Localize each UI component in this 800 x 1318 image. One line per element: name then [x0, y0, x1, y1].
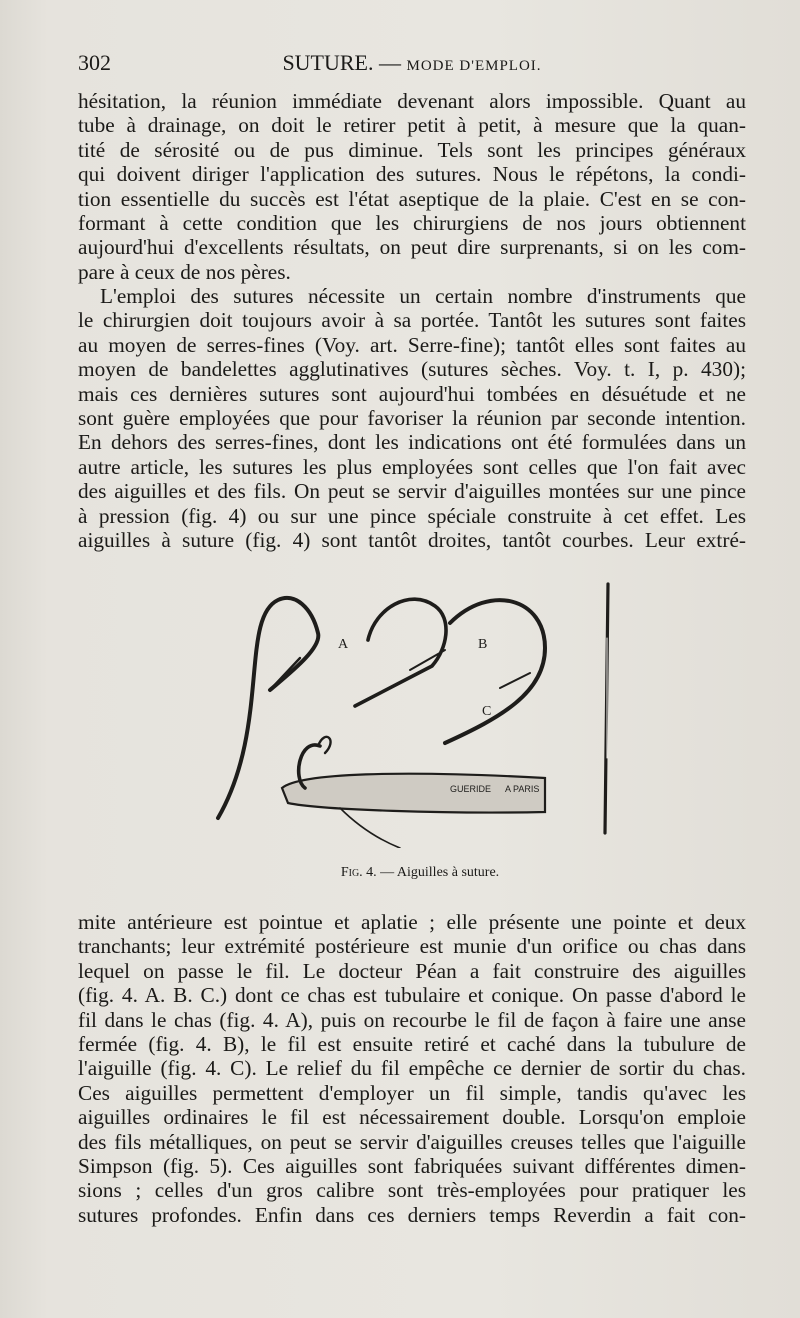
paragraph-2: [78, 284, 746, 552]
paragraph-3: [78, 910, 746, 1227]
text-line: qui doivent diriger l'application des sutures. Nous le répétons, la condi-: [78, 162, 746, 187]
text-line: des aiguilles et des fils. On peut se servir d'aiguilles montées sur une pince: [78, 479, 746, 504]
text-line: aiguilles à suture (fig. 4) sont tantôt droites, tantôt courbes. Leur extré-: [78, 528, 746, 553]
text-line: fil dans le chas (fig. 4. A), puis on recourbe le fil de façon à faire une anse: [78, 1007, 746, 1032]
figure-label-b: B: [478, 637, 488, 652]
text-line: L'emploi des sutures nécessite un certain nombre d'instruments que: [100, 284, 746, 308]
text-line: En dehors des serres-fines, dont les indications ont été formulées dans un: [78, 430, 746, 455]
text-line: lequel on passe le fil. Le docteur Péan a fait construire des aiguilles: [78, 958, 746, 983]
text-line: hésitation, la réunion immédiate devenant alors impossible. Quant au: [78, 89, 746, 113]
holder-engraving-2: A PARIS: [505, 784, 540, 794]
text-line: formant à cette condition que les chirurgiens de nos jours obtiennent: [78, 211, 746, 236]
running-title: [78, 50, 746, 76]
figure-caption: [320, 865, 520, 881]
needles-figure: [200, 578, 620, 848]
text-line: tube à drainage, on doit le retirer petit à petit, à mesure que la quan-: [78, 113, 746, 138]
text-line: mais ces dernières sutures sont aujourd'hui tombées en désuétude et ne: [78, 381, 746, 406]
text-line: Simpson (fig. 5). Ces aiguilles sont fabriquées suivant différentes dimen-: [78, 1154, 746, 1179]
figure-caption-prefix: Fig. 4.: [340, 865, 377, 880]
text-line: à pression (fig. 4) ou sur une pince spéciale construite à cet effet. Les: [78, 503, 746, 528]
text-line: aiguilles ordinaires le fil est nécessairement double. Lorsqu'on emploie: [78, 1105, 746, 1130]
text-line: fermée (fig. 4. B), le fil est ensuite retiré et caché dans la tubulure de: [78, 1032, 746, 1057]
curved-needle-b-icon: [355, 599, 446, 706]
text-line: tion essentielle du succès est l'état aseptique de la plaie. C'est en se con-: [78, 186, 746, 211]
text-line: (fig. 4. A. B. C.) dont ce chas est tubulaire et conique. On passe d'abord le: [78, 983, 746, 1008]
text-line: le chirurgien doit toujours avoir à sa portée. Tantôt les sutures sont faites: [78, 308, 746, 333]
holder-engraving: GUERIDE: [450, 784, 492, 794]
text-line: autre article, les sutures les plus employées sont celles que l'on fait avec: [78, 454, 746, 479]
text-line: sions ; celles d'un gros calibre sont très-employées pour pratiquer les: [78, 1178, 746, 1203]
curved-needle-c-icon: [445, 600, 545, 743]
figure-caption-text: — Aiguilles à suture.: [380, 865, 500, 880]
text-line: tranchants; leur extrémité postérieure est munie d'un orifice ou chas dans: [78, 934, 746, 959]
text-line: des fils métalliques, on peut se servir d'aiguilles creuses telles que l'aiguille: [78, 1129, 746, 1154]
page-number: 302: [78, 50, 111, 75]
running-header: [78, 50, 746, 80]
text-line: moyen de bandelettes agglutinatives (sutures sèches. Voy. t. I, p. 430);: [78, 357, 746, 382]
text-line: mite antérieure est pointue et aplatie ; elle présente une pointe et deux: [78, 910, 746, 934]
figure-label-a: A: [338, 637, 349, 652]
text-line: sont guère employées que pour favoriser la réunion par seconde intention.: [78, 406, 746, 431]
text-line: l'aiguille (fig. 4. C). Le relief du fil empêche ce dernier de sortir du chas.: [78, 1056, 746, 1081]
running-title-main: SUTURE. —: [282, 50, 401, 75]
text-line: pare à ceux de nos pères.: [78, 259, 291, 284]
text-line: Ces aiguilles permettent d'employer un fil simple, tandis qu'avec les: [78, 1080, 746, 1105]
paragraph-1: [78, 89, 746, 284]
text-line: aujourd'hui d'excellents résultats, on peut dire surprenants, si on les com-: [78, 235, 746, 260]
text-line: au moyen de serres-fines (Voy. art. Serre-fine); tantôt elles sont faites au: [78, 332, 746, 357]
running-title-sub: MODE D'EMPLOI.: [406, 58, 542, 74]
text-line: tité de sérosité ou de pus diminue. Tels sont les principes généraux: [78, 137, 746, 162]
text-line: sutures profondes. Enfin dans ces derniers temps Reverdin a fait con-: [78, 1202, 746, 1227]
figure-label-c: C: [482, 704, 492, 719]
